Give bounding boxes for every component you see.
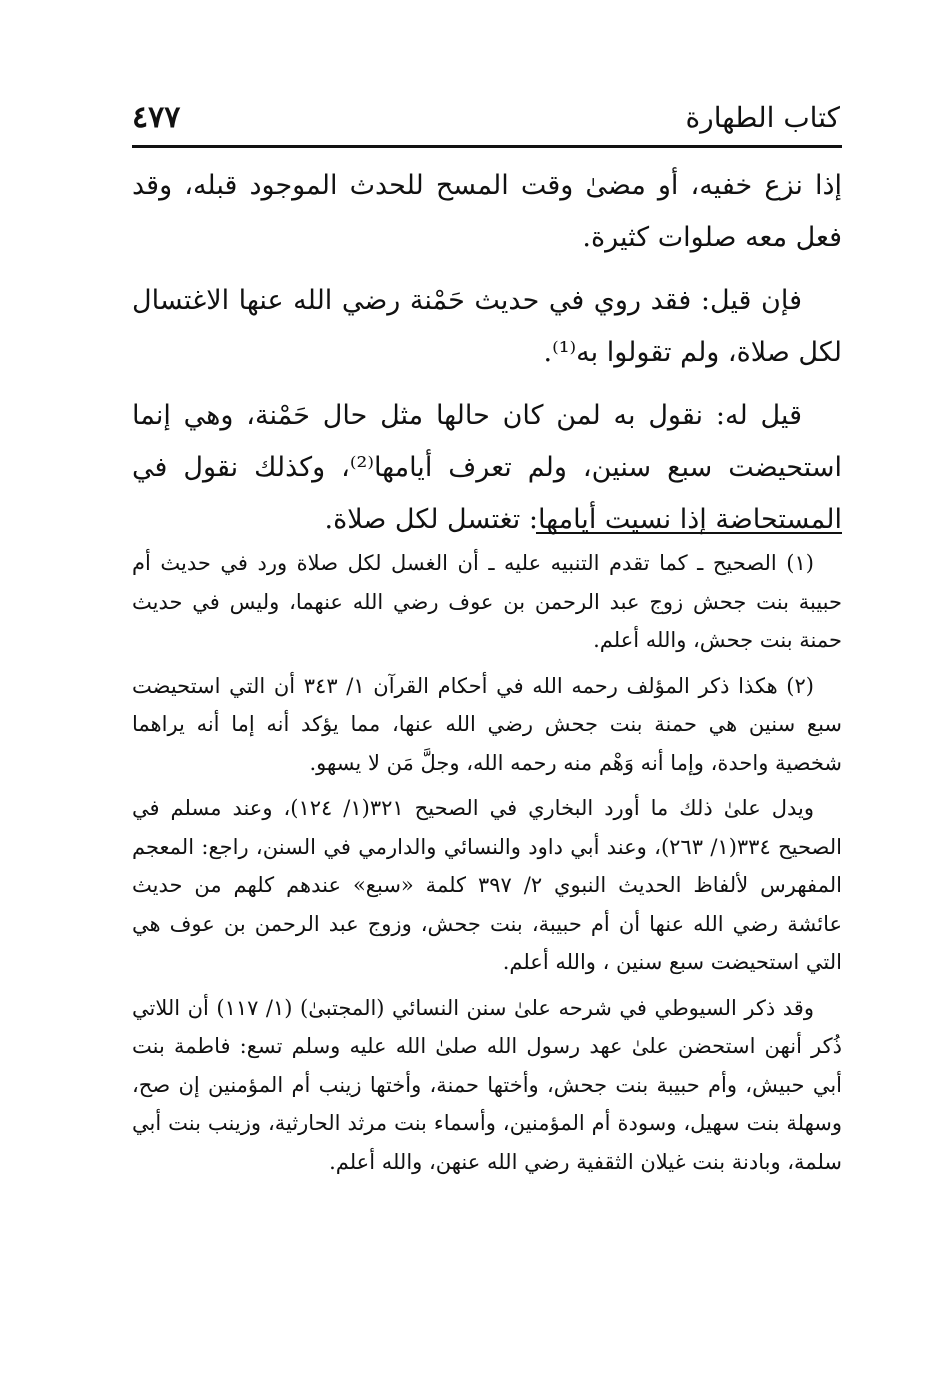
footnote-2-continued: ويدل علىٰ ذلك ما أورد البخاري في الصحيح ٣٢١(١/ ١٢٤)، وعند مسلم في الصحيح ٣٣٤(١/ ٢٦٣)، وعند أبي داود والنسائي والدارمي في السنن، راجع: المعجم المفهرس لألفاظ الحديث النبوي ٢/ ٣٩٧ كلمة «سبع» عندهم كلهم من حديث عائشة رضي الله عنها أن أم حبيبة، بنت جحش، وزوج عبد الرحمن بن عوف هي التي استحيضت سبع سنين ، والله أعلم.: [132, 796, 842, 974]
paragraph-2: فإن قيل: فقد روي في حديث حَمْنة رضي الله عنها الاغتسال لكل صلاة، ولم تقولوا به⁽¹⁾.: [132, 285, 842, 368]
footnotes: [132, 544, 842, 1188]
page-header: [132, 92, 840, 142]
paragraph-3: قيل له: نقول به لمن كان حالها مثل حال حَمْنة، وهي إنما استحيضت سبع سنين، ولم تعرف أيامها⁽²⁾، وكذلك نقول في المستحاضة إذا نسيت أيامها: تغتسل لكل صلاة.: [132, 400, 842, 535]
page-number: ٤٧٧: [132, 99, 181, 135]
footnote-separator: [536, 532, 842, 534]
footnote-2-continued-2: وقد ذكر السيوطي في شرحه علىٰ سنن النسائي (المجتبىٰ) (١/ ١١٧) أن اللاتي ذُكر أنهن استحضن علىٰ عهد رسول الله صلىٰ الله عليه وسلم تسع: فاطمة بنت أبي حبيش، وأم حبيبة بنت جحش، وأختها حمنة، وأختها زينب أم المؤمنين إن صح، وسهلة بنت سهيل، وسودة أم المؤمنين، وأسماء بنت مرثد الحارثية، وزينب بنت أبي سلمة، وبادنة بنت غيلان الثقفية رضي الله عنهن، والله أعلم.: [132, 995, 842, 1174]
footnote-1: (١) الصحيح ـ كما تقدم التنبيه عليه ـ أن الغسل لكل صلاة ورد في حديث أم حبيبة بنت جحش زوج عبد الرحمن بن عوف رضي الله عنهما، وليس في حديث حمنة بنت جحش، والله أعلم.: [132, 551, 842, 652]
chapter-title: كتاب الطهارة: [685, 100, 840, 134]
main-text: [132, 160, 842, 557]
header-rule: [132, 145, 842, 148]
paragraph-1: إذا نزع خفيه، أو مضىٰ وقت المسح للحدث الموجود قبله، وقد فعل معه صلوات كثيرة.: [132, 170, 842, 253]
footnote-2: (٢) هكذا ذكر المؤلف رحمه الله في أحكام القرآن ١/ ٣٤٣ أن التي استحيضت سبع سنين هي حمنة بنت جحش رضي الله عنها، مما يؤكد أنه إما أنه يراهما شخصية واحدة، وإما أنه وَهْم منه رحمه الله، وجلَّ مَن لا يسهو.: [132, 673, 842, 775]
